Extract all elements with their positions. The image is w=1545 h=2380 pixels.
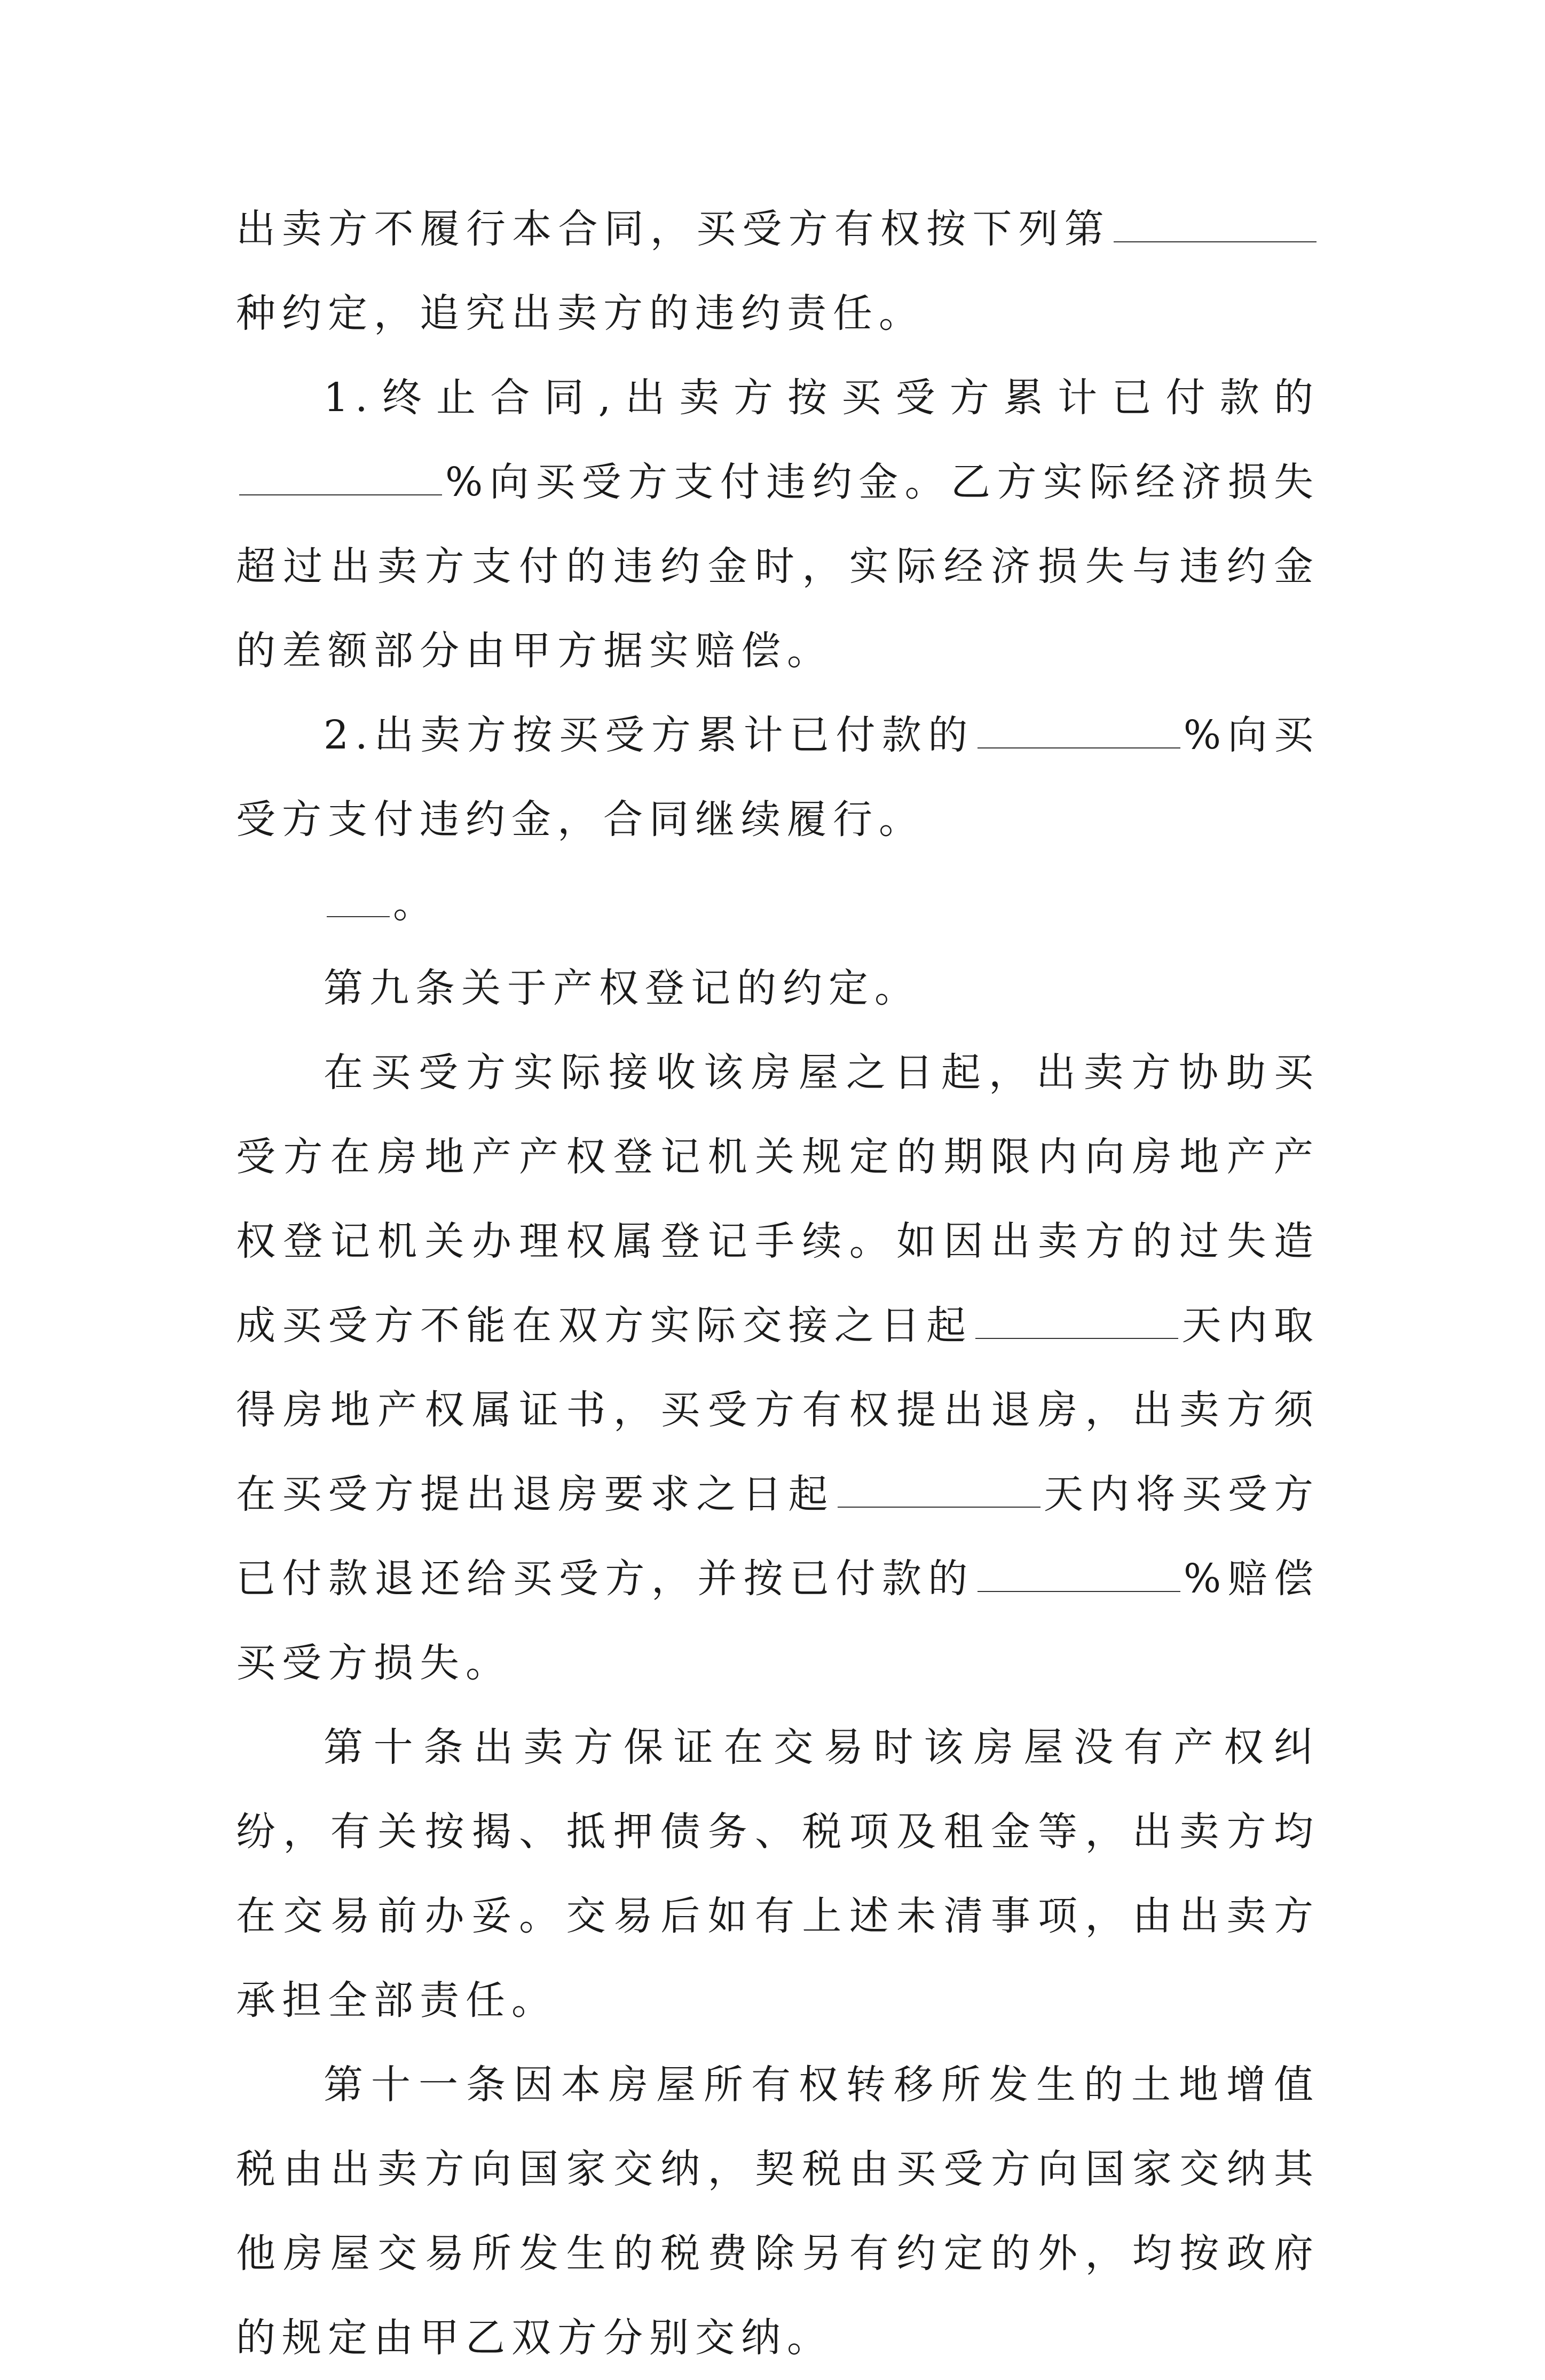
fill-in-blank (975, 1306, 1178, 1339)
document-page (236, 187, 1320, 2380)
text-segment: %向买受方支付违约金。乙方实际经济损失超过出卖方支付的违约金时，实际经济损失与违约金的差额部分由甲方据实赔偿。 (236, 459, 1320, 674)
article-9-body (236, 1030, 1320, 1705)
article-11 (236, 2043, 1320, 2380)
text-segment: 第十一条因本房屋所有权转移所发生的土地增值税由出卖方向国家交纳，契税由买受方向国家交纳其他房屋交易所发生的税费除另有约定的外，均按政府的规定由甲乙双方分别交纳。 (236, 2062, 1320, 2361)
text-segment: 第十条出卖方保证在交易时该房屋没有产权纠纷，有关按揭、抵押债务、税项及租金等，出卖方均在交易前办妥。交易后如有上述未清事项，由出卖方承担全部责任。 (236, 1724, 1320, 2023)
fill-in-blank (978, 715, 1180, 748)
paragraph-option-1 (236, 356, 1320, 693)
article-10 (236, 1705, 1320, 2043)
text-segment: 天内将买受方已付款退还给买受方，并按已付款的 (236, 1471, 1320, 1602)
text-segment: 出卖方不履行本合同，买受方有权按下列第 (236, 206, 1110, 252)
article-9-title (236, 946, 1320, 1030)
text-segment: 1.终止合同,出卖方按买受方累计已付款的 (324, 375, 1320, 421)
text-segment: 2.出卖方按买受方累计已付款的 (324, 712, 974, 758)
paragraph-option-2 (236, 693, 1320, 862)
paragraph-breach-intro (236, 187, 1320, 356)
paragraph-option-3 (236, 862, 1320, 946)
fill-in-blank (239, 462, 442, 495)
text-segment: 天内取得房地产权属证书，买受方有权提出退房，出卖方须在买受方提出退房要求之日起 (236, 1303, 1320, 1517)
fill-in-blank (978, 1559, 1180, 1592)
text-segment: 种约定，追究出卖方的违约责任。 (236, 290, 925, 336)
fill-in-blank (838, 1475, 1040, 1508)
text-segment: 在买受方实际接收该房屋之日起，出卖方协助买受方在房地产产权登记机关规定的期限内向房地产产权登记机关办理权属登记手续。如因出卖方的过失造成买受方不能在双方实际交接之日起 (236, 1050, 1320, 1349)
text-segment: %赔偿买受方损失。 (236, 1556, 1320, 1686)
text-segment: %向买受方支付违约金，合同继续履行。 (236, 712, 1320, 842)
text-segment: 第九条关于产权登记的约定。 (324, 965, 920, 1011)
fill-in-blank (1114, 209, 1317, 242)
fill-in-blank (327, 884, 390, 917)
text-segment: 。 (393, 881, 439, 927)
